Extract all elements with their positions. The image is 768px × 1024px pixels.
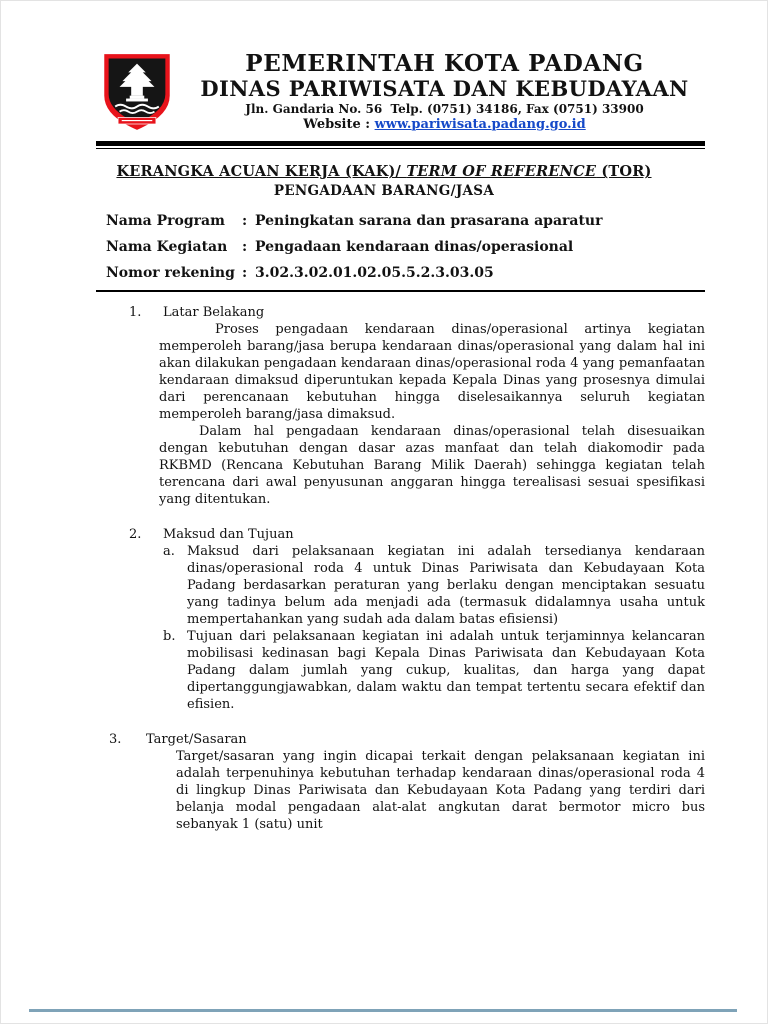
field-nomor-rekening (106, 264, 705, 282)
title-part-tor-italic: TERM OF REFERENCE (406, 163, 597, 181)
field-separator: : (242, 239, 248, 256)
section-number: 1. (129, 305, 142, 321)
field-label: Nomor rekening (106, 265, 235, 282)
section-heading (96, 731, 705, 748)
letterhead (96, 51, 705, 132)
list-item (163, 628, 705, 713)
section-maksud-dan-tujuan (96, 526, 705, 713)
title-part-kak: KERANGKA ACUAN KERJA (KAK)/ (116, 163, 407, 181)
section-number: 3. (109, 732, 122, 748)
website-link[interactable]: www.pariwisata.padang.go.id (374, 116, 586, 132)
government-name: PEMERINTAH KOTA PADANG (245, 50, 644, 77)
address-line: Jln. Gandaria No. 56 Telp. (0751) 34186, Fax (0751) 33900 (245, 102, 644, 117)
document-body (96, 304, 705, 833)
paragraph: Dalam hal pengadaan kendaraan dinas/operasional telah disesuaikan dengan kebutuhan dengan dasar azas manfaat dan telah diakomodir pada RKBMD (Rencana Kebutuhan Barang Milik Daerah) sehingga kegiatan telah terencana dari awal penyusunan anggaran hingga terealisasi sesuai spesifikasi yang ditentukan. (159, 424, 705, 508)
paragraph: Proses pengadaan kendaraan dinas/operasional artinya kegiatan memperoleh barang/jasa berupa kendaraan dinas/operasional yang dalam hal ini akan dilakukan pengadaan kendaraan dinas/operasional roda 4 yang pemanfaatan kendaraan dimaksud diperuntukan kepada Kepala Dinas yang prosesnya dimulai dari perencanaan kebutuhan hingga diselesaikannya seluruh kegiatan memperoleh barang/jasa dimaksud. (159, 322, 705, 423)
field-value: 3.02.3.02.01.02.05.5.2.3.03.05 (255, 265, 494, 282)
section-title: Latar Belakang (163, 305, 265, 321)
letterhead-divider (96, 141, 705, 149)
list-item-text: Tujuan dari pelaksanaan kegiatan ini adalah untuk terjaminnya kelancaran mobilisasi kedinasan bagi Kepala Dinas Pariwisata dan Kebudayaan Kota Padang dalam jumlah yang cukup, kualitas, dan harga yang dapat dipertanggungjawabkan, dalam waktu dan tempat tertentu secara efektif dan efisien. (187, 629, 705, 713)
padang-city-crest-logo (96, 52, 178, 132)
field-value: Pengadaan kendaraan dinas/operasional (255, 239, 574, 256)
program-fields (106, 212, 705, 282)
document-title-block (1, 161, 767, 199)
field-nama-program (106, 212, 705, 230)
website-line (184, 118, 705, 133)
list-item (163, 543, 705, 628)
section-body (159, 321, 705, 508)
field-value: Peningkatan sarana dan prasarana aparatur (255, 213, 603, 230)
department-name: DINAS PARIWISATA DAN KEBUDAYAAN (200, 75, 689, 101)
letterhead-text (184, 51, 705, 132)
field-separator: : (242, 265, 248, 282)
scan-artifact-line (29, 1009, 737, 1012)
section-heading (96, 304, 705, 321)
section-target-sasaran (96, 731, 705, 833)
section-number: 2. (129, 527, 142, 543)
list-marker: b. (163, 629, 176, 645)
title-part-tor: (TOR) (596, 163, 652, 181)
section-latar-belakang (96, 304, 705, 508)
section-body (176, 748, 705, 833)
paragraph: Target/sasaran yang ingin dicapai terkait dengan pelaksanaan kegiatan ini adalah terpenuhinya kebutuhan terhadap kendaraan dinas/operasional roda 4 di lingkup Dinas Pariwisata dan Kebudayaan Kota Padang yang terdiri dari belanja modal pengadaan alat-alat angkutan darat bermotor micro bus sebanyak 1 (satu) unit (176, 749, 705, 833)
section-title: Target/Sasaran (146, 732, 247, 748)
field-nama-kegiatan (106, 238, 705, 256)
fields-divider (96, 290, 705, 292)
list-marker: a. (163, 544, 175, 560)
website-label: Website : (303, 116, 375, 132)
field-label: Nama Program (106, 213, 225, 230)
field-separator: : (242, 213, 248, 230)
section-heading (96, 526, 705, 543)
field-label: Nama Kegiatan (106, 239, 228, 256)
document-subtitle: PENGADAAN BARANG/JASA (273, 183, 495, 200)
list-item-text: Maksud dari pelaksanaan kegiatan ini adalah tersedianya kendaraan dinas/operasional roda 4 untuk Dinas Pariwisata dan Kebudayaan Kota Padang berdasarkan peraturan yang berlaku dengan menciptakan sesuatu yang tadinya belum ada menjadi ada (termasuk didalamnya usaha untuk mempertahankan yang sudah ada dalam batas efisiensi) (187, 544, 705, 628)
document-title (1, 161, 767, 180)
section-title: Maksud dan Tujuan (163, 527, 294, 543)
